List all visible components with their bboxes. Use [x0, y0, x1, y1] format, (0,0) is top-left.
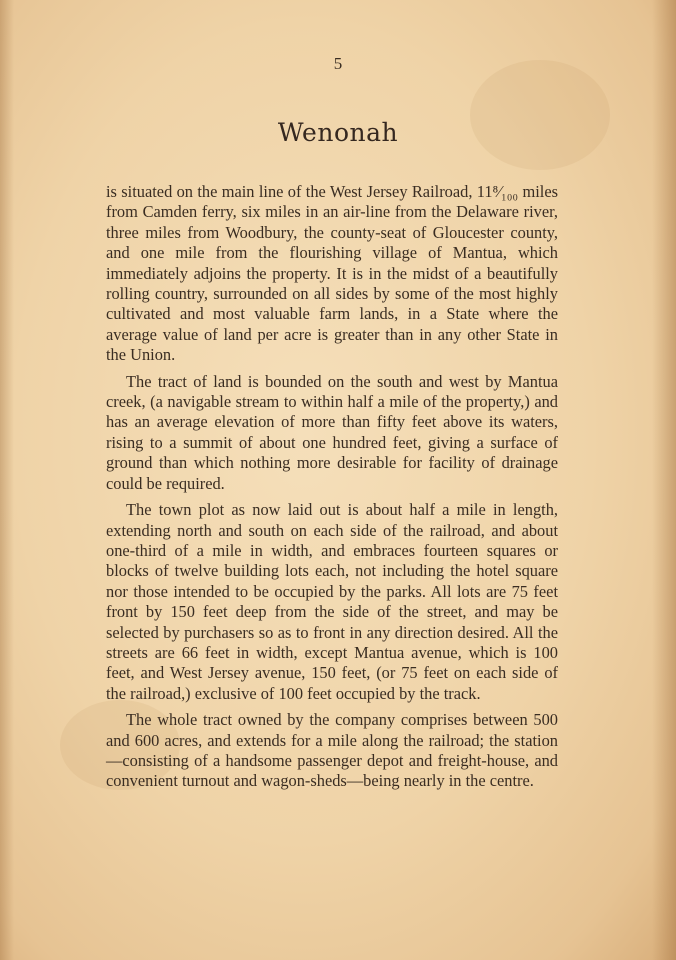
paragraph-3: The town plot as now laid out is about half a mile in length, extending north and south on each side of the railroad, and about one-third of a mile in width, and embraces fourteen squares or blocks of twelve building lots each, not including the hotel square nor those intended to be occupied by the parks. All lots are 75 feet front by 150 feet deep from the side of the street, and may be selected by purchasers so as to front in any direction desired. All the streets are 66 feet in width, except Mantua avenue, which is 100 feet, and West Jersey avenue, 150 feet, (or 75 feet on each side of the railroad,) exclusive of 100 feet occupied by the track.	[106, 500, 558, 703]
paragraph-4: The whole tract owned by the company comprises between 500 and 600 acres, and extends for a mile along the railroad; the station—consisting of a handsome passenger depot and freight-house, and convenient turnout and wagon-sheds—being nearly in the centre.	[106, 710, 558, 791]
body-text	[106, 182, 558, 792]
paragraph-1: is situated on the main line of the West Jersey Railroad, 11⁸⁄₁₀₀ miles from Camden ferry, six miles in an air-line from the Delaware river, three miles from Woodbury, the county-seat of Gloucester county, and one mile from the flourishing village of Mantua, which immediately adjoins the property. It is in the midst of a beautifully rolling country, surrounded on all sides by some of the most highly cultivated and most valuable farm lands, in a State where the average value of land per acre is greater than in any other State in the Union.	[106, 182, 558, 365]
page-title: Wenonah	[277, 118, 399, 147]
page-number: 5	[333, 54, 343, 73]
paragraph-2: The tract of land is bounded on the south and west by Mantua creek, (a navigable stream to within half a mile of the property,) and has an average elevation of more than fifty feet above its waters, rising to a summit of about one hundred feet, giving a surface of ground than which nothing more desirable for facility of drainage could be required.	[106, 371, 558, 493]
paper-stain	[470, 60, 610, 170]
